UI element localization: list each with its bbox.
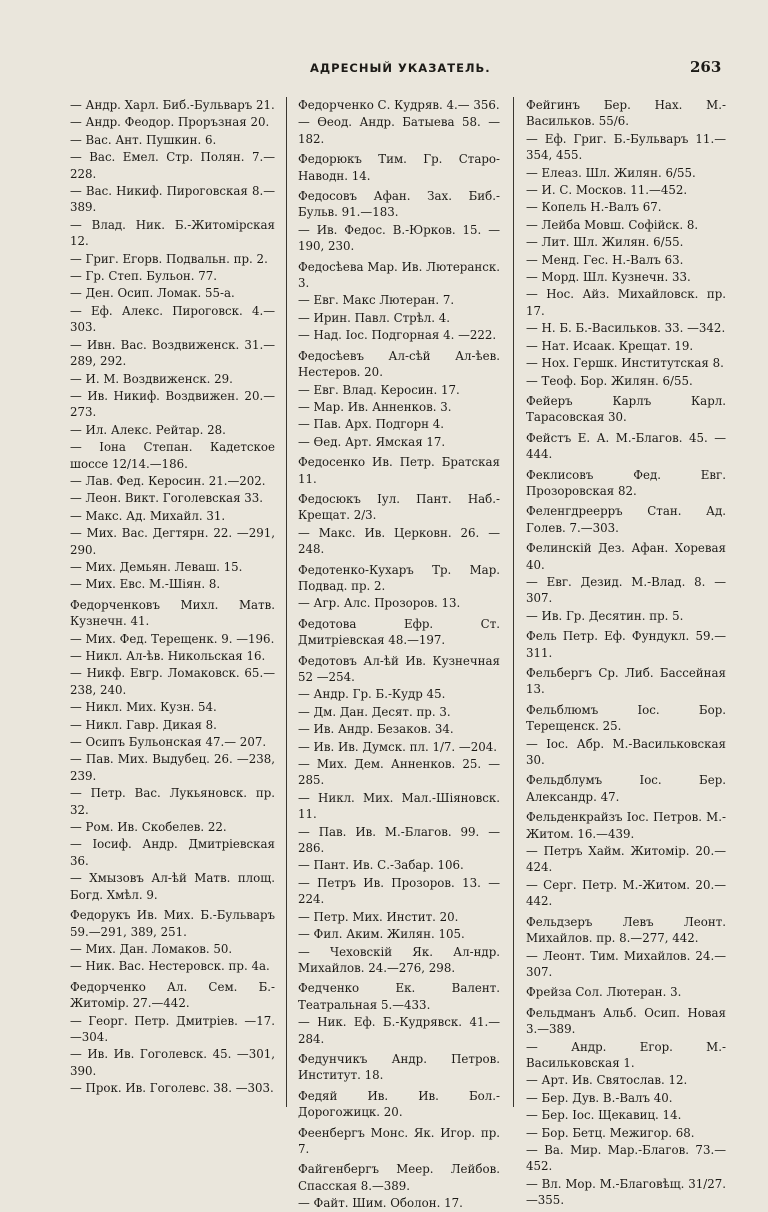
directory-entry: — Осипъ Бульонская 47.— 207.: [70, 735, 267, 750]
directory-entry: Федорукъ Ив. Мих. Б.-Бульваръ 59.—291, 389, 251.: [70, 908, 275, 939]
directory-entry: — Агр. Алс. Прозоров. 13.: [298, 596, 461, 611]
directory-entry: — Прок. Ив. Гоголевс. 38. —303.: [70, 1081, 274, 1096]
directory-entry: — Ник. Еф. Б.-Кудрявск. 41.—284.: [298, 1015, 500, 1046]
directory-entry: — Елеаз. Шл. Жилян. 6/55.: [526, 165, 696, 180]
directory-entry: — Нат. Исаак. Крещат. 19.: [526, 338, 694, 353]
directory-entry: — Евг. Дезид. М.-Влад. 8. —307.: [526, 574, 726, 606]
directory-entry: — Пант. Ив. С.-Забар. 106.: [298, 858, 464, 873]
directory-entry: Федорюкъ Тим. Гр. Старо-Наводн. 14.: [298, 152, 500, 183]
directory-entry: — Ѳед. Арт. Ямская 17.: [298, 434, 446, 449]
directory-entry: — Ром. Ив. Скобелев. 22.: [70, 820, 227, 835]
directory-entry: — И. С. Москов. 11.—452.: [526, 183, 688, 198]
directory-entry: — Копель Н.-Валъ 67.: [526, 200, 662, 215]
directory-entry: — Хмызовъ Ал-ѣй Матв. площ. Богд. Хмѣл. 9.: [70, 871, 275, 902]
column-2: [298, 97, 500, 1211]
directory-entry: — Пав. Ив. М.-Благов. 99. —286.: [298, 824, 500, 856]
directory-entry: Федорченко Ал. Сем. Б.-Житомір. 27.—442.: [70, 979, 275, 1011]
directory-entry: — Чеховскій Як. Ал-ндр. Михайлов. 24.—276, 298.: [298, 944, 500, 975]
directory-entry: — И. М. Воздвиженск. 29.: [70, 371, 233, 386]
directory-entry: — Григ. Егорв. Подвальн. пр. 2.: [70, 251, 268, 266]
directory-entry: — Андр. Феодор. Проръзная 20.: [70, 115, 270, 130]
directory-entry: — Теоф. Бор. Жилян. 6/55.: [526, 373, 693, 388]
directory-entry: — Іона Степан. Кадетское шоссе 12/14.—186.: [70, 440, 275, 471]
directory-entry: — Ѳеод. Андр. Батыева 58. —182.: [298, 115, 500, 146]
directory-entry: Фель Петр. Еф. Фундукл. 59.—311.: [526, 629, 726, 660]
directory-entry: — Леонт. Тим. Михайлов. 24.—307.: [526, 948, 726, 979]
page-number: 263: [690, 58, 722, 76]
directory-entry: — Бер. Дув. В.-Валъ 40.: [526, 1090, 673, 1105]
directory-entry: — Георг. Петр. Дмитріев. —17.—304.: [70, 1013, 275, 1044]
directory-entry: Фельбергъ Ср. Либ. Бассейная 13.: [526, 666, 726, 697]
directory-entry: — Лав. Фед. Керосин. 21.—202.: [70, 473, 266, 488]
directory-entry: — Петръ Хайм. Житомір. 20.—424.: [526, 844, 726, 875]
directory-entry: — Евг. Макс Лютеран. 7.: [298, 293, 455, 308]
directory-entry: — Пав. Арх. Подгорн 4.: [298, 417, 445, 432]
directory-entry: Фейгинъ Бер. Нах. М.-Васильков. 55/6.: [526, 98, 726, 129]
directory-entry: — Арт. Ив. Святослав. 12.: [526, 1073, 688, 1088]
directory-entry: — Ив. Гр. Десятин. пр. 5.: [526, 608, 684, 623]
column-3: [526, 97, 726, 1208]
directory-entry: — Ник. Вас. Нестеровск. пр. 4а.: [70, 959, 270, 974]
directory-entry: Феленгдреерръ Стан. Ад. Голев. 7.—303.: [526, 504, 726, 535]
directory-entry: — Над. Іос. Подгорная 4. —222.: [298, 328, 497, 343]
directory-entry: Фелинскій Дез. Афан. Хоревая 40.: [526, 541, 726, 572]
directory-entry: — Серг. Петр. М.-Житом. 20.—442.: [526, 877, 726, 909]
directory-entry: — Лит. Шл. Жилян. 6/55.: [526, 235, 684, 250]
directory-entry: Федченко Ек. Валент. Театральная 5.—433.: [298, 981, 500, 1012]
directory-entry: — Макс. Ив. Церковн. 26. —248.: [298, 525, 500, 557]
directory-entry: — Фил. Аким. Жилян. 105.: [298, 927, 465, 942]
directory-entry: Феклисовъ Фед. Евг. Прозоровская 82.: [526, 467, 726, 498]
directory-entry: — Никл. Мих. Кузн. 54.: [70, 700, 217, 715]
directory-entry: — Лейба Мовш. Софійск. 8.: [526, 217, 699, 232]
directory-entry: Фельдзеръ Левъ Леонт. Михайлов. пр. 8.—277, 442.: [526, 914, 726, 946]
directory-entry: Федосюкъ Іул. Пант. Наб.-Крещат. 2/3.: [298, 491, 500, 523]
page-title: АДРЕСНЫЙ УКАЗАТЕЛЬ.: [310, 61, 491, 75]
directory-entry: — Мар. Ив. Анненков. 3.: [298, 399, 452, 414]
directory-entry: — Ив. Федос. В.-Юрков. 15. —190, 230.: [298, 222, 500, 254]
directory-entry: — Бор. Бетц. Межигор. 68.: [526, 1125, 695, 1140]
directory-entry: Федосовъ Афан. Зах. Биб.-Бульв. 91.—183.: [298, 189, 500, 220]
column-divider: [286, 97, 287, 1107]
directory-entry: — Іос. Абр. М.-Васильковская 30.: [526, 736, 726, 768]
directory-entry: — Ден. Осип. Ломак. 55-а.: [70, 286, 235, 301]
directory-entry: — Ил. Алекс. Рейтар. 28.: [70, 422, 226, 437]
directory-entry: — Гр. Степ. Бульон. 77.: [70, 269, 218, 284]
directory-entry: — Вас. Емел. Стр. Полян. 7.—228.: [70, 150, 275, 181]
directory-entry: — Ирин. Павл. Стрѣл. 4.: [298, 310, 451, 325]
directory-entry: — Вас. Никиф. Пироговская 8.—389.: [70, 184, 275, 215]
directory-entry: — Петр. Вас. Лукьяновск. пр. 32.: [70, 786, 275, 817]
directory-entry: — Ив. Ив. Думск. пл. 1/7. —204.: [298, 739, 497, 754]
directory-entry: — Файт. Шим. Оболон. 17.: [298, 1196, 463, 1211]
directory-entry: — Андр. Харл. Биб.-Бульваръ 21.: [70, 98, 275, 112]
directory-entry: — Вл. Мор. М.-Благовѣщ. 31/27.—355.: [526, 1176, 726, 1208]
directory-entry: — Еф. Григ. Б.-Бульваръ 11.—354, 455.: [526, 131, 726, 163]
directory-entry: — Андр. Егор. М.-Васильковская 1.: [526, 1039, 726, 1070]
directory-entry: — Ивн. Вас. Воздвиженск. 31.—289, 292.: [70, 337, 275, 369]
directory-entry: — Мих. Демьян. Леваш. 15.: [70, 559, 243, 574]
directory-entry: — Морд. Шл. Кузнечн. 33.: [526, 270, 691, 285]
directory-entry: — Евг. Влад. Керосин. 17.: [298, 382, 460, 397]
directory-entry: — Менд. Гес. Н.-Валъ 63.: [526, 252, 684, 267]
directory-entry: Фейеръ Карлъ Карл. Тарасовская 30.: [526, 393, 726, 425]
directory-entry: Фельдблумъ Іос. Бер. Александр. 47.: [526, 773, 726, 804]
directory-entry: — Петр. Мих. Инстит. 20.: [298, 909, 459, 924]
directory-entry: Файгенбергъ Меер. Лейбов. Спасская 8.—389.: [298, 1162, 500, 1193]
directory-entry: — Никл. Мих. Мал.-Шіяновск. 11.: [298, 790, 500, 822]
directory-entry: Фельблюмъ Іос. Бор. Терещенск. 25.: [526, 702, 726, 734]
directory-entry: — Дм. Дан. Десят. пр. 3.: [298, 704, 451, 719]
directory-entry: Федяй Ив. Ив. Бол.-Дорогожицк. 20.: [298, 1088, 500, 1120]
directory-entry: — Андр. Гр. Б.-Кудр 45.: [298, 687, 446, 702]
directory-entry: — Мих. Вас. Дегтярн. 22. —291, 290.: [70, 526, 275, 557]
directory-entry: Федорченко С. Кудряв. 4.— 356.: [298, 98, 500, 112]
directory-entry: Федотовъ Ал-ѣй Ив. Кузнечная 52 —254.: [298, 653, 500, 684]
column-1: [70, 97, 275, 1137]
directory-entry: — Ив. Ив. Гоголевск. 45. —301, 390.: [70, 1047, 275, 1078]
directory-entry: — Петръ Ив. Прозоров. 13. —224.: [298, 875, 500, 907]
directory-entry: Федунчикъ Андр. Петров. Институт. 18.: [298, 1051, 500, 1083]
directory-entry: — Вас. Ант. Пушкин. 6.: [70, 132, 217, 147]
directory-entry: — Ив. Никиф. Воздвижен. 20.—273.: [70, 388, 275, 420]
directory-entry: — Нох. Гершк. Институтская 8.: [526, 356, 724, 371]
column-divider: [513, 97, 514, 1107]
directory-entry: — Мих. Фед. Терещенк. 9. —196.: [70, 631, 275, 646]
directory-entry: Федотенко-Кухаръ Тр. Мар. Подвад. пр. 2.: [298, 562, 500, 593]
directory-entry: — Никл. Гавр. Дикая 8.: [70, 717, 217, 732]
directory-entry: — Бер. Іос. Щекавиц. 14.: [526, 1108, 682, 1123]
directory-entry: Фельденкрайзъ Іос. Петров. М.-Житом. 16.—439.: [526, 810, 726, 841]
directory-entry: — Нос. Айз. Михайловск. пр. 17.: [526, 287, 726, 318]
directory-entry: — Мих. Дем. Анненков. 25. —285.: [298, 757, 500, 788]
directory-entry: — Н. Б. Б.-Васильков. 33. —342.: [526, 321, 726, 336]
directory-entry: — Мих. Дан. Ломаков. 50.: [70, 941, 233, 956]
running-header: [0, 58, 768, 78]
directory-entry: — Ва. Мир. Мар.-Благов. 73.—452.: [526, 1142, 726, 1174]
directory-entry: Федосѣева Мар. Ив. Лютеранск. 3.: [298, 259, 500, 291]
directory-entry: — Еф. Алекс. Пироговск. 4.—303.: [70, 303, 275, 335]
directory-entry: — Ив. Андр. Безаков. 34.: [298, 722, 454, 737]
directory-entry: Фрейза Сол. Лютеран. 3.: [526, 985, 682, 1000]
directory-entry: Федорченковъ Михл. Матв. Кузнечн. 41.: [70, 597, 275, 629]
directory-entry: — Мих. Евс. М.-Шіян. 8.: [70, 577, 221, 592]
directory-entry: — Пав. Мих. Выдубец. 26. —238, 239.: [70, 752, 275, 783]
directory-entry: — Влад. Ник. Б.-Житомірская 12.: [70, 217, 275, 249]
directory-entry: — Никл. Ал-ѣв. Никольская 16.: [70, 649, 266, 663]
directory-entry: Федосенко Ив. Петр. Братская 11.: [298, 455, 500, 486]
directory-entry: Фельдманъ Альб. Осип. Новая 3.—389.: [526, 1005, 726, 1037]
directory-entry: Федосѣевъ Ал-сѣй Ал-ѣев. Нестеров. 20.: [298, 348, 500, 380]
directory-entry: — Леон. Викт. Гоголевская 33.: [70, 491, 264, 506]
directory-entry: Федотова Ефр. Ст. Дмитріевская 48.—197.: [298, 616, 500, 648]
directory-entry: — Іосиф. Андр. Дмитріевская 36.: [70, 837, 275, 868]
directory-entry: Фейстъ Е. А. М.-Благов. 45. —444.: [526, 430, 726, 462]
directory-entry: Феенбергъ Монс. Як. Игор. пр. 7.: [298, 1125, 500, 1156]
directory-entry: — Никф. Евгр. Ломаковск. 65.—238, 240.: [70, 666, 275, 697]
directory-entry: — Макс. Ад. Михайл. 31.: [70, 508, 226, 523]
